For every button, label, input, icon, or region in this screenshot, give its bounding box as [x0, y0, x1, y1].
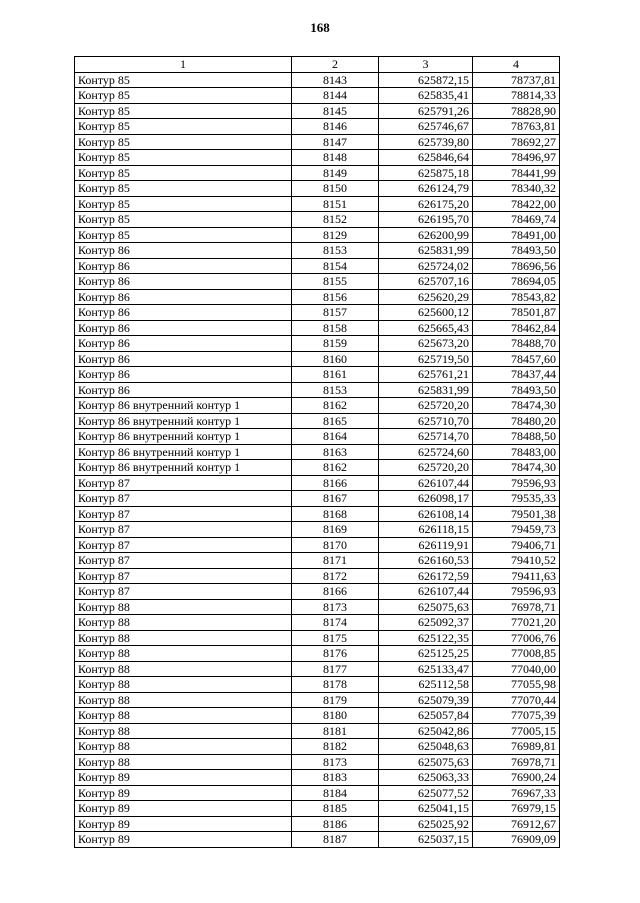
point-number-cell: 8157 [292, 305, 379, 321]
contour-name-cell: Контур 86 [75, 351, 292, 367]
x-coordinate-cell: 625831,99 [379, 243, 473, 259]
y-coordinate-cell: 78491,00 [473, 227, 560, 243]
point-number-cell: 8174 [292, 615, 379, 631]
point-number-cell: 8155 [292, 274, 379, 290]
x-coordinate-cell: 626119,91 [379, 537, 473, 553]
table-row [75, 568, 560, 584]
y-coordinate-cell: 78692,27 [473, 134, 560, 150]
contour-name-cell: Контур 88 [75, 599, 292, 615]
point-number-cell: 8145 [292, 103, 379, 119]
contour-name-cell: Контур 86 [75, 274, 292, 290]
point-number-cell: 8153 [292, 382, 379, 398]
point-number-cell: 8181 [292, 723, 379, 739]
table-row [75, 708, 560, 724]
x-coordinate-cell: 625761,21 [379, 367, 473, 383]
x-coordinate-cell: 625025,92 [379, 816, 473, 832]
table-row [75, 630, 560, 646]
point-number-cell: 8169 [292, 522, 379, 538]
point-number-cell: 8186 [292, 816, 379, 832]
y-coordinate-cell: 77005,15 [473, 723, 560, 739]
contour-name-cell: Контур 87 [75, 568, 292, 584]
contour-name-cell: Контур 86 внутренний контур 1 [75, 444, 292, 460]
table-row [75, 413, 560, 429]
table-row [75, 72, 560, 88]
table-row [75, 537, 560, 553]
column-header-1: 1 [75, 57, 292, 73]
point-number-cell: 8129 [292, 227, 379, 243]
contour-name-cell: Контур 85 [75, 212, 292, 228]
table-row [75, 243, 560, 259]
contour-name-cell: Контур 87 [75, 475, 292, 491]
point-number-cell: 8175 [292, 630, 379, 646]
point-number-cell: 8149 [292, 165, 379, 181]
contour-name-cell: Контур 86 [75, 382, 292, 398]
table-row [75, 119, 560, 135]
column-header-3: 3 [379, 57, 473, 73]
point-number-cell: 8184 [292, 785, 379, 801]
header-row [75, 57, 560, 73]
y-coordinate-cell: 77075,39 [473, 708, 560, 724]
point-number-cell: 8176 [292, 646, 379, 662]
table-row [75, 584, 560, 600]
contour-name-cell: Контур 85 [75, 181, 292, 197]
contour-name-cell: Контур 89 [75, 801, 292, 817]
point-number-cell: 8173 [292, 754, 379, 770]
contour-name-cell: Контур 87 [75, 491, 292, 507]
y-coordinate-cell: 76978,71 [473, 754, 560, 770]
page-number: 168 [310, 20, 330, 35]
y-coordinate-cell: 77070,44 [473, 692, 560, 708]
table-row [75, 351, 560, 367]
table-row [75, 646, 560, 662]
contour-name-cell: Контур 86 [75, 243, 292, 259]
y-coordinate-cell: 78543,82 [473, 289, 560, 305]
x-coordinate-cell: 625125,25 [379, 646, 473, 662]
y-coordinate-cell: 76989,81 [473, 739, 560, 755]
y-coordinate-cell: 79459,73 [473, 522, 560, 538]
contour-name-cell: Контур 86 внутренний контур 1 [75, 398, 292, 414]
contour-name-cell: Контур 86 [75, 367, 292, 383]
table-header [75, 57, 560, 73]
x-coordinate-cell: 625846,64 [379, 150, 473, 166]
y-coordinate-cell: 76912,67 [473, 816, 560, 832]
y-coordinate-cell: 77006,76 [473, 630, 560, 646]
table-row [75, 444, 560, 460]
point-number-cell: 8143 [292, 72, 379, 88]
table-row [75, 150, 560, 166]
x-coordinate-cell: 625112,58 [379, 677, 473, 693]
coordinates-table [74, 56, 560, 848]
table-row [75, 460, 560, 476]
y-coordinate-cell: 78488,50 [473, 429, 560, 445]
contour-name-cell: Контур 88 [75, 723, 292, 739]
table-row [75, 258, 560, 274]
table-row [75, 739, 560, 755]
point-number-cell: 8173 [292, 599, 379, 615]
y-coordinate-cell: 78457,60 [473, 351, 560, 367]
x-coordinate-cell: 625041,15 [379, 801, 473, 817]
contour-name-cell: Контур 89 [75, 816, 292, 832]
x-coordinate-cell: 625075,63 [379, 754, 473, 770]
x-coordinate-cell: 625835,41 [379, 88, 473, 104]
table-row [75, 506, 560, 522]
table-row [75, 754, 560, 770]
column-header-2: 2 [292, 57, 379, 73]
x-coordinate-cell: 625720,20 [379, 460, 473, 476]
point-number-cell: 8158 [292, 320, 379, 336]
point-number-cell: 8165 [292, 413, 379, 429]
point-number-cell: 8178 [292, 677, 379, 693]
point-number-cell: 8159 [292, 336, 379, 352]
y-coordinate-cell: 76978,71 [473, 599, 560, 615]
table-row [75, 770, 560, 786]
y-coordinate-cell: 78474,30 [473, 460, 560, 476]
contour-name-cell: Контур 86 [75, 258, 292, 274]
table-row [75, 677, 560, 693]
point-number-cell: 8162 [292, 398, 379, 414]
contour-name-cell: Контур 87 [75, 553, 292, 569]
x-coordinate-cell: 626200,99 [379, 227, 473, 243]
contour-name-cell: Контур 88 [75, 754, 292, 770]
table-row [75, 692, 560, 708]
table-row [75, 103, 560, 119]
contour-name-cell: Контур 85 [75, 88, 292, 104]
x-coordinate-cell: 626160,53 [379, 553, 473, 569]
contour-name-cell: Контур 87 [75, 506, 292, 522]
table-row [75, 475, 560, 491]
y-coordinate-cell: 78737,81 [473, 72, 560, 88]
y-coordinate-cell: 78493,50 [473, 382, 560, 398]
point-number-cell: 8164 [292, 429, 379, 445]
contour-name-cell: Контур 86 [75, 289, 292, 305]
point-number-cell: 8182 [292, 739, 379, 755]
y-coordinate-cell: 78437,44 [473, 367, 560, 383]
point-number-cell: 8146 [292, 119, 379, 135]
x-coordinate-cell: 625710,70 [379, 413, 473, 429]
point-number-cell: 8177 [292, 661, 379, 677]
y-coordinate-cell: 78694,05 [473, 274, 560, 290]
point-number-cell: 8160 [292, 351, 379, 367]
y-coordinate-cell: 78474,30 [473, 398, 560, 414]
x-coordinate-cell: 626124,79 [379, 181, 473, 197]
table-row [75, 88, 560, 104]
column-header-4: 4 [473, 57, 560, 73]
point-number-cell: 8167 [292, 491, 379, 507]
x-coordinate-cell: 625831,99 [379, 382, 473, 398]
y-coordinate-cell: 78462,84 [473, 320, 560, 336]
point-number-cell: 8166 [292, 584, 379, 600]
contour-name-cell: Контур 85 [75, 103, 292, 119]
y-coordinate-cell: 78501,87 [473, 305, 560, 321]
x-coordinate-cell: 625714,70 [379, 429, 473, 445]
table-row [75, 382, 560, 398]
y-coordinate-cell: 79596,93 [473, 584, 560, 600]
table-row [75, 134, 560, 150]
table-row [75, 305, 560, 321]
y-coordinate-cell: 79410,52 [473, 553, 560, 569]
y-coordinate-cell: 78828,90 [473, 103, 560, 119]
y-coordinate-cell: 78493,50 [473, 243, 560, 259]
point-number-cell: 8151 [292, 196, 379, 212]
y-coordinate-cell: 78483,00 [473, 444, 560, 460]
x-coordinate-cell: 625042,86 [379, 723, 473, 739]
contour-name-cell: Контур 86 внутренний контур 1 [75, 460, 292, 476]
x-coordinate-cell: 625133,47 [379, 661, 473, 677]
contour-name-cell: Контур 89 [75, 832, 292, 848]
y-coordinate-cell: 78488,70 [473, 336, 560, 352]
point-number-cell: 8180 [292, 708, 379, 724]
point-number-cell: 8163 [292, 444, 379, 460]
x-coordinate-cell: 626118,15 [379, 522, 473, 538]
y-coordinate-cell: 78696,56 [473, 258, 560, 274]
table-row [75, 274, 560, 290]
x-coordinate-cell: 626108,14 [379, 506, 473, 522]
y-coordinate-cell: 76979,15 [473, 801, 560, 817]
x-coordinate-cell: 625791,26 [379, 103, 473, 119]
x-coordinate-cell: 625620,29 [379, 289, 473, 305]
x-coordinate-cell: 625872,15 [379, 72, 473, 88]
y-coordinate-cell: 78496,97 [473, 150, 560, 166]
y-coordinate-cell: 79501,38 [473, 506, 560, 522]
contour-name-cell: Контур 86 внутренний контур 1 [75, 429, 292, 445]
x-coordinate-cell: 625875,18 [379, 165, 473, 181]
x-coordinate-cell: 625092,37 [379, 615, 473, 631]
x-coordinate-cell: 626175,20 [379, 196, 473, 212]
point-number-cell: 8168 [292, 506, 379, 522]
table-row [75, 398, 560, 414]
y-coordinate-cell: 78340,32 [473, 181, 560, 197]
x-coordinate-cell: 625079,39 [379, 692, 473, 708]
y-coordinate-cell: 79596,93 [473, 475, 560, 491]
point-number-cell: 8183 [292, 770, 379, 786]
y-coordinate-cell: 76909,09 [473, 832, 560, 848]
point-number-cell: 8156 [292, 289, 379, 305]
x-coordinate-cell: 625077,52 [379, 785, 473, 801]
x-coordinate-cell: 625720,20 [379, 398, 473, 414]
contour-name-cell: Контур 86 [75, 305, 292, 321]
table-row [75, 165, 560, 181]
contour-name-cell: Контур 85 [75, 119, 292, 135]
x-coordinate-cell: 625075,63 [379, 599, 473, 615]
x-coordinate-cell: 626107,44 [379, 475, 473, 491]
table-row [75, 723, 560, 739]
y-coordinate-cell: 76900,24 [473, 770, 560, 786]
table-row [75, 615, 560, 631]
x-coordinate-cell: 625739,80 [379, 134, 473, 150]
table-row [75, 429, 560, 445]
contour-name-cell: Контур 89 [75, 770, 292, 786]
x-coordinate-cell: 626107,44 [379, 584, 473, 600]
y-coordinate-cell: 76967,33 [473, 785, 560, 801]
contour-name-cell: Контур 88 [75, 615, 292, 631]
table-row [75, 289, 560, 305]
point-number-cell: 8148 [292, 150, 379, 166]
table-row [75, 553, 560, 569]
point-number-cell: 8162 [292, 460, 379, 476]
contour-name-cell: Контур 86 [75, 320, 292, 336]
x-coordinate-cell: 625037,15 [379, 832, 473, 848]
y-coordinate-cell: 77021,20 [473, 615, 560, 631]
table-row [75, 212, 560, 228]
contour-name-cell: Контур 85 [75, 196, 292, 212]
x-coordinate-cell: 626172,59 [379, 568, 473, 584]
point-number-cell: 8166 [292, 475, 379, 491]
y-coordinate-cell: 77055,98 [473, 677, 560, 693]
point-number-cell: 8153 [292, 243, 379, 259]
table-row [75, 367, 560, 383]
contour-name-cell: Контур 87 [75, 537, 292, 553]
contour-name-cell: Контур 85 [75, 150, 292, 166]
contour-name-cell: Контур 86 внутренний контур 1 [75, 413, 292, 429]
point-number-cell: 8187 [292, 832, 379, 848]
contour-name-cell: Контур 88 [75, 630, 292, 646]
point-number-cell: 8171 [292, 553, 379, 569]
table-row [75, 832, 560, 848]
y-coordinate-cell: 78422,00 [473, 196, 560, 212]
x-coordinate-cell: 626098,17 [379, 491, 473, 507]
table-row [75, 816, 560, 832]
table-row [75, 320, 560, 336]
y-coordinate-cell: 79411,63 [473, 568, 560, 584]
contour-name-cell: Контур 85 [75, 165, 292, 181]
x-coordinate-cell: 625665,43 [379, 320, 473, 336]
x-coordinate-cell: 625600,12 [379, 305, 473, 321]
table-row [75, 336, 560, 352]
y-coordinate-cell: 78480,20 [473, 413, 560, 429]
y-coordinate-cell: 78441,99 [473, 165, 560, 181]
contour-name-cell: Контур 85 [75, 134, 292, 150]
y-coordinate-cell: 78469,74 [473, 212, 560, 228]
table-row [75, 801, 560, 817]
contour-name-cell: Контур 86 [75, 336, 292, 352]
x-coordinate-cell: 625719,50 [379, 351, 473, 367]
table-row [75, 661, 560, 677]
point-number-cell: 8152 [292, 212, 379, 228]
table-row [75, 196, 560, 212]
point-number-cell: 8144 [292, 88, 379, 104]
contour-name-cell: Контур 88 [75, 677, 292, 693]
point-number-cell: 8185 [292, 801, 379, 817]
y-coordinate-cell: 79535,33 [473, 491, 560, 507]
x-coordinate-cell: 625724,02 [379, 258, 473, 274]
contour-name-cell: Контур 88 [75, 692, 292, 708]
x-coordinate-cell: 625724,60 [379, 444, 473, 460]
point-number-cell: 8179 [292, 692, 379, 708]
table-body [75, 72, 560, 847]
table-row [75, 491, 560, 507]
table-row [75, 785, 560, 801]
table-row [75, 181, 560, 197]
contour-name-cell: Контур 88 [75, 646, 292, 662]
table-row [75, 522, 560, 538]
contour-name-cell: Контур 88 [75, 739, 292, 755]
y-coordinate-cell: 78814,33 [473, 88, 560, 104]
contour-name-cell: Контур 88 [75, 708, 292, 724]
contour-name-cell: Контур 87 [75, 584, 292, 600]
y-coordinate-cell: 78763,81 [473, 119, 560, 135]
contour-name-cell: Контур 89 [75, 785, 292, 801]
point-number-cell: 8154 [292, 258, 379, 274]
x-coordinate-cell: 625673,20 [379, 336, 473, 352]
point-number-cell: 8161 [292, 367, 379, 383]
point-number-cell: 8150 [292, 181, 379, 197]
y-coordinate-cell: 77040,00 [473, 661, 560, 677]
x-coordinate-cell: 625122,35 [379, 630, 473, 646]
contour-name-cell: Контур 88 [75, 661, 292, 677]
x-coordinate-cell: 625063,33 [379, 770, 473, 786]
x-coordinate-cell: 625707,16 [379, 274, 473, 290]
contour-name-cell: Контур 85 [75, 227, 292, 243]
point-number-cell: 8172 [292, 568, 379, 584]
y-coordinate-cell: 77008,85 [473, 646, 560, 662]
contour-name-cell: Контур 85 [75, 72, 292, 88]
point-number-cell: 8170 [292, 537, 379, 553]
table-row [75, 599, 560, 615]
x-coordinate-cell: 626195,70 [379, 212, 473, 228]
point-number-cell: 8147 [292, 134, 379, 150]
x-coordinate-cell: 625057,84 [379, 708, 473, 724]
y-coordinate-cell: 79406,71 [473, 537, 560, 553]
table-row [75, 227, 560, 243]
x-coordinate-cell: 625048,63 [379, 739, 473, 755]
contour-name-cell: Контур 87 [75, 522, 292, 538]
x-coordinate-cell: 625746,67 [379, 119, 473, 135]
